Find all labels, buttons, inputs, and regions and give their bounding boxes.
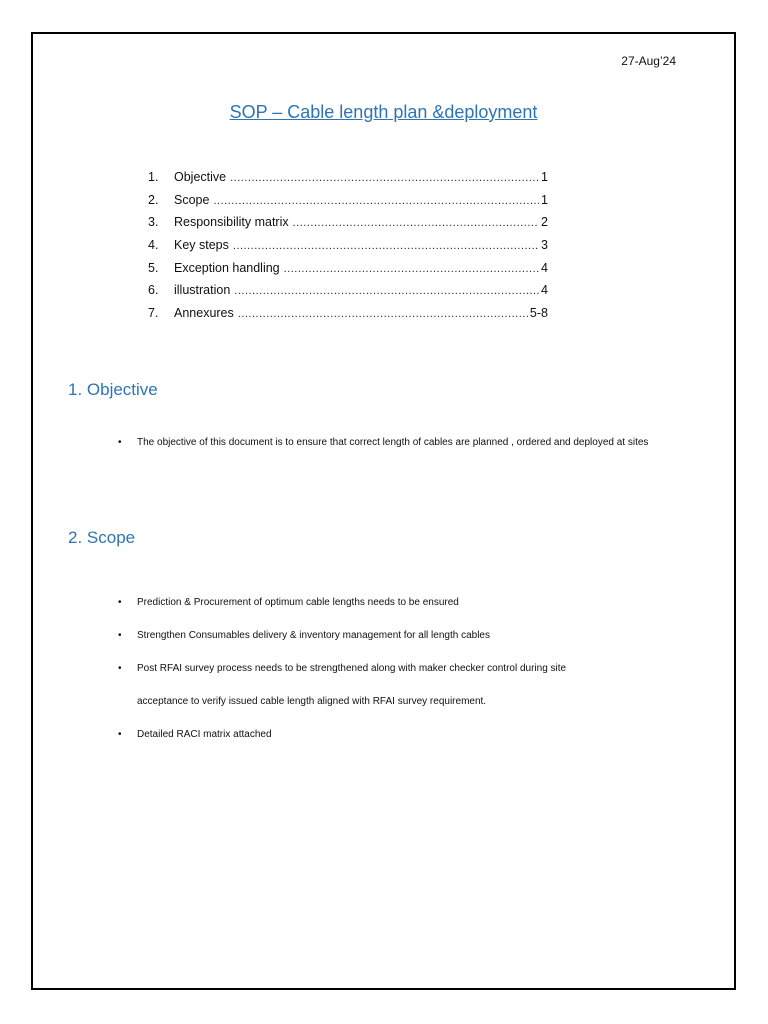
bullet-text: The objective of this document is to ensure that correct length of cables are planned , ordered and deployed at sites [137, 437, 649, 448]
list-item [113, 586, 673, 619]
scope-bullet-list [113, 586, 673, 751]
toc-item-page: 5-8 [529, 306, 548, 321]
toc-item [148, 279, 548, 302]
document-title: SOP – Cable length plan &deployment [229, 102, 538, 122]
list-item-continuation [113, 685, 673, 718]
toc-item-number: 1. [148, 170, 159, 184]
toc-item-number: 7. [148, 306, 159, 321]
toc-leader-dots [233, 235, 539, 258]
toc-item [148, 257, 548, 280]
toc-item [148, 302, 548, 325]
bullet-text: Post RFAI survey process needs to be strengthened along with maker checker control during site [137, 663, 567, 674]
toc-item-page: 3 [541, 238, 548, 253]
section-heading-scope: 2. Scope [68, 528, 136, 547]
list-item [113, 436, 673, 449]
toc-leader-dots [230, 167, 539, 190]
toc-leader-dots [213, 190, 539, 213]
bullet-icon: • [118, 663, 122, 674]
document-page [31, 32, 736, 990]
toc-leader-dots [293, 212, 539, 235]
toc-item-page: 4 [541, 260, 548, 275]
document-date: 27-Aug’24 [621, 54, 676, 68]
toc-item [148, 234, 548, 257]
toc-item-label: Exception handling [174, 260, 280, 275]
section-heading-objective: 1. Objective [68, 380, 158, 399]
toc-leader-dots [284, 258, 539, 281]
toc-item-label: Responsibility matrix [174, 215, 289, 230]
toc-item-label: Scope [174, 192, 210, 207]
toc-leader-dots [234, 280, 539, 303]
bullet-icon: • [118, 630, 122, 641]
toc-item-number: 2. [148, 192, 159, 207]
bullet-text: Strengthen Consumables delivery & inventory management for all length cables [137, 630, 490, 641]
toc-item-label: Key steps [174, 238, 229, 253]
toc-item [148, 211, 548, 234]
toc-leader-dots [238, 303, 528, 326]
toc-item-number: 4. [148, 238, 159, 253]
table-of-contents [148, 166, 548, 325]
objective-bullet-list [113, 436, 673, 449]
toc-item-page: 4 [541, 283, 548, 298]
bullet-icon: • [118, 729, 122, 740]
bullet-text: Prediction & Procurement of optimum cable lengths needs to be ensured [137, 597, 459, 608]
toc-item-page: 1 [541, 170, 548, 184]
bullet-text: acceptance to verify issued cable length aligned with RFAI survey requirement. [137, 696, 487, 707]
list-item [113, 652, 673, 685]
list-item [113, 619, 673, 652]
toc-item [148, 189, 548, 212]
bullet-icon: • [118, 597, 122, 608]
bullet-icon: • [118, 437, 122, 448]
toc-item [148, 166, 548, 189]
toc-item-number: 6. [148, 283, 159, 298]
toc-item-label: illustration [174, 283, 231, 298]
toc-item-page: 2 [541, 215, 548, 230]
list-item [113, 718, 673, 751]
bullet-text: Detailed RACI matrix attached [137, 729, 272, 740]
toc-item-label: Objective [174, 170, 227, 184]
toc-item-label: Annexures [174, 306, 234, 321]
toc-item-number: 5. [148, 260, 159, 275]
toc-item-number: 3. [148, 215, 159, 230]
toc-item-page: 1 [541, 192, 548, 207]
